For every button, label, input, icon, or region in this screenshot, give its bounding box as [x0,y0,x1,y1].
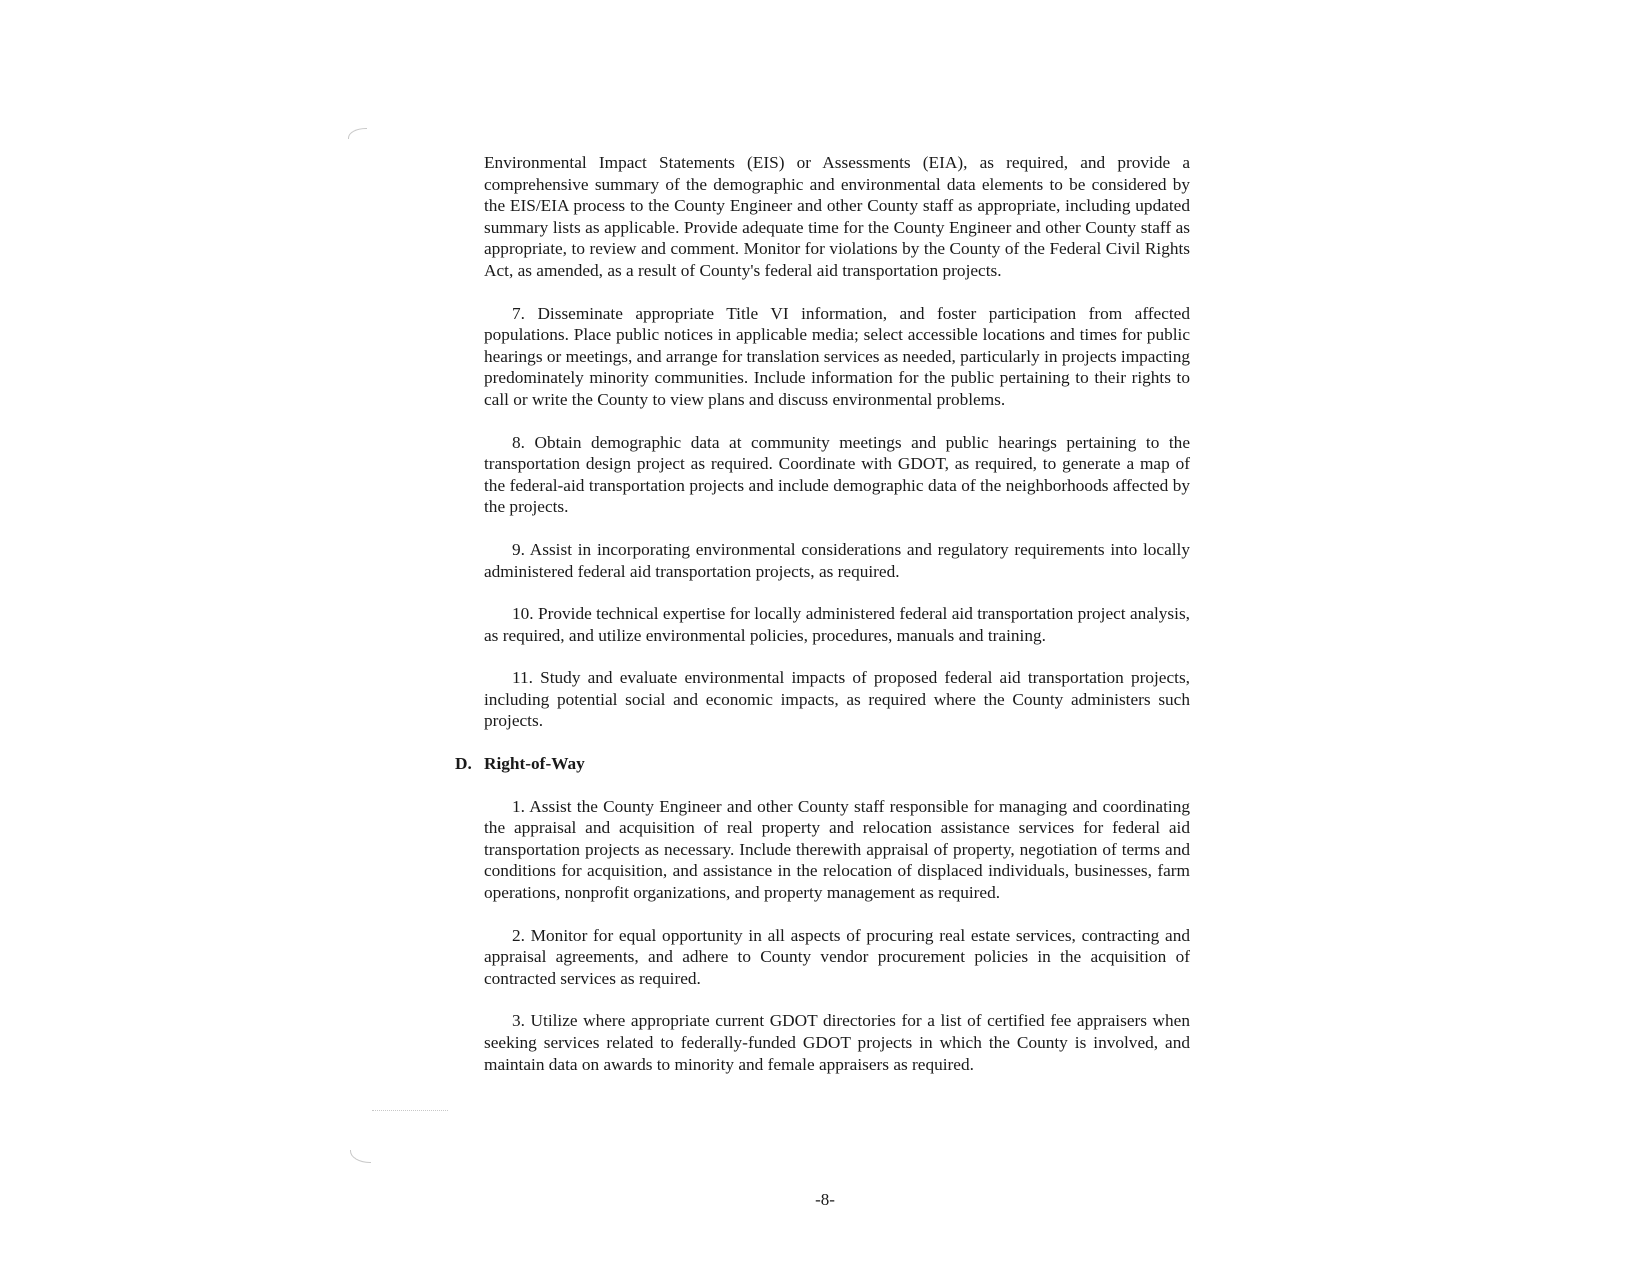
list-item-8: 8. Obtain demographic data at community meetings and public hearings pertaining to the transportation design project as required. Coordinate with GDOT, as required, to generate a map of the federal-aid transportation projects and include demographic data of the neighborhoods affected by the projects. [484,432,1190,517]
list-item-1: 1. Assist the County Engineer and other County staff responsible for managing and coordinating the appraisal and acquisition of real property and relocation assistance services for federal aid transportation projects as necessary. Include therewith appraisal of property, negotiation of terms and conditions for acquisition, and assistance in the relocation of displaced individuals, businesses, farm operations, nonprofit organizations, and property management as required. [484,796,1190,903]
scan-artifact-mark [348,128,367,139]
section-title: Right-of-Way [484,754,585,774]
list-item-2: 2. Monitor for equal opportunity in all aspects of procuring real estate services, contracting and appraisal agreements, and adhere to County vendor procurement policies in the acquisition of contracted services as required. [484,925,1190,988]
page-body [455,152,1190,1096]
section-letter: D. [455,754,472,774]
list-item-3: 3. Utilize where appropriate current GDOT directories for a list of certified fee appraisers when seeking services related to federally-funded GDOT projects in which the County is involved, and maintain data on awards to minority and female appraisers as required. [484,1011,1190,1074]
paragraph-continuation: Environmental Impact Statements (EIS) or Assessments (EIA), as required, and provide a comprehensive summary of the demographic and environmental data elements to be considered by the EIS/EIA process to the County Engineer and other County staff as appropriate, including updated summary lists as applicable. Provide adequate time for the County Engineer and other County staff as appropriate, to review and comment. Monitor for violations by the County of the Federal Civil Rights Act, as amended, as a result of County's federal aid transportation projects. [484,153,1190,280]
list-item-9: 9. Assist in incorporating environmental considerations and regulatory requirements into locally administered federal aid transportation projects, as required. [484,539,1190,581]
list-item-7: 7. Disseminate appropriate Title VI information, and foster participation from affected populations. Place public notices in applicable media; select accessible locations and times for public hearings or meetings, and arrange for translation services as needed, particularly in projects impacting predominately minority communities. Include information for the public pertaining to their rights to call or write the County to view plans and discuss environmental problems. [484,303,1190,409]
page-number: -8- [815,1190,835,1209]
scan-artifact-dots [372,1110,448,1111]
list-item-11: 11. Study and evaluate environmental impacts of proposed federal aid transportation projects, including potential social and economic impacts, as required where the County administers such projects. [484,668,1190,731]
list-item-10: 10. Provide technical expertise for locally administered federal aid transportation project analysis, as required, and utilize environmental policies, procedures, manuals and training. [484,604,1190,645]
scan-artifact-mark [350,1150,371,1163]
section-heading [455,753,1190,775]
